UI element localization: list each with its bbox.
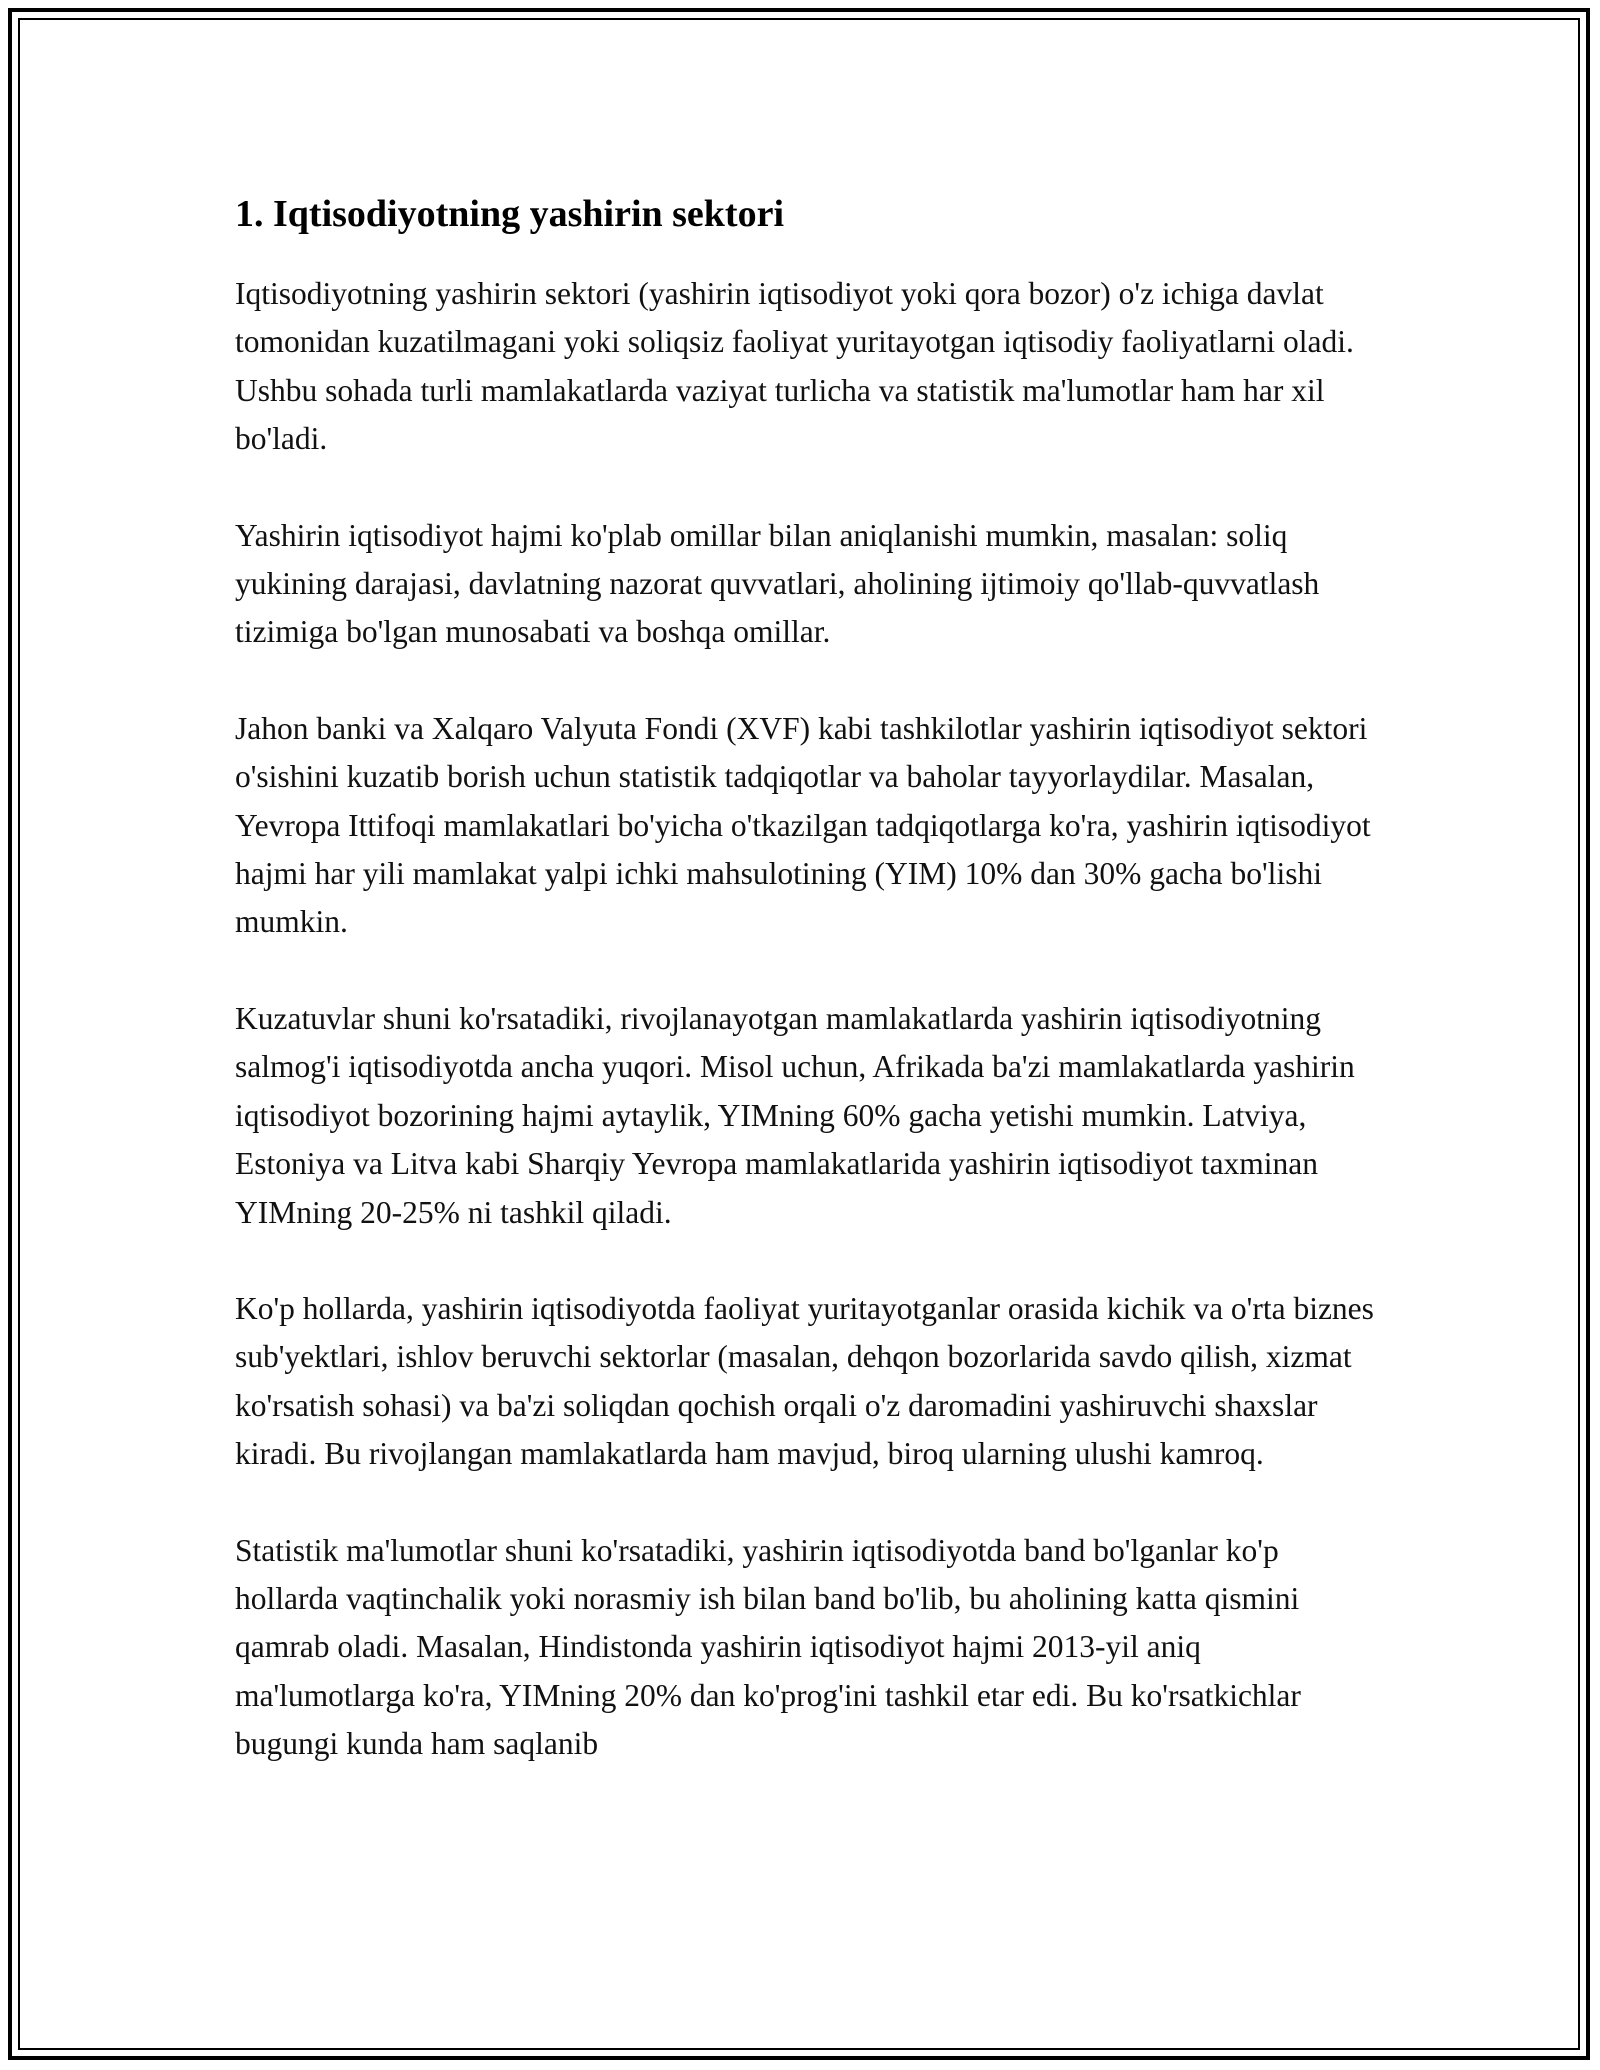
paragraph-2: Yashirin iqtisodiyot hajmi ko'plab omillar bilan aniqlanishi mumkin, masalan: soliq yukining darajasi, davlatning nazorat quvvatlari, aholining ijtimoiy qo'llab-quvvatlash tizimiga bo'lgan munosabati va boshqa omillar. (235, 517, 1320, 650)
paragraph-5: Ko'p hollarda, yashirin iqtisodiyotda faoliyat yuritayotganlar orasida kichik va o'rta biznes sub'yektlari, ishlov beruvchi sektorlar (masalan, dehqon bozorlarida savdo qilish, xizmat ko'rsatish sohasi) va ba'zi soliqdan qochish orqali o'z daromadini yashiruvchi shaxslar kiradi. Bu rivojlangan mamlakatlarda ham mavjud, biroq ularning ulushi kamroq. (235, 1290, 1374, 1472)
paragraph-1: Iqtisodiyotning yashirin sektori (yashirin iqtisodiyot yoki qora bozor) o'z ichiga davlat tomonidan kuzatilmagani yoki soliqsiz faoliyat yuritayotgan iqtisodiy faoliyatlarni oladi. Ushbu sohada turli mamlakatlarda vaziyat turlicha va statistik ma'lumotlar ham har xil bo'ladi. (235, 276, 1354, 457)
paragraph-6: Statistik ma'lumotlar shuni ko'rsatadiki, yashirin iqtisodiyotda band bo'lganlar ko'p hollarda vaqtinchalik yoki norasmiy ish bilan band bo'lib, bu aholining katta qismini qamrab oladi. Masalan, Hindistonda yashirin iqtisodiyot hajmi 2013-yil aniq ma'lumotlarga ko'ra, YIMning 20% dan ko'prog'ini tashkil etar edi. Bu ko'rsatkichlar bugungi kunda ham saqlanib (235, 1532, 1301, 1762)
section-heading: 1. Iqtisodiyotning yashirin sektori (235, 193, 784, 235)
paragraph-4: Kuzatuvlar shuni ko'rsatadiki, rivojlanayotgan mamlakatlarda yashirin iqtisodiyotning salmog'i iqtisodiyotda ancha yuqori. Misol uchun, Afrikada ba'zi mamlakatlarda yashirin iqtisodiyot bozorining hajmi aytaylik, YIMning 60% gacha yetishi mumkin. Latviya, Estoniya va Litva kabi Sharqiy Yevropa mamlakatlarida yashirin iqtisodiyot taxminan YIMning 20-25% ni tashkil qiladi. (235, 1000, 1355, 1230)
document-body (235, 184, 1385, 1817)
paragraph-3: Jahon banki va Xalqaro Valyuta Fondi (XVF) kabi tashkilotlar yashirin iqtisodiyot sektori o'sishini kuzatib borish uchun statistik tadqiqotlar va baholar tayyorlaydilar. Masalan, Yevropa Ittifoqi mamlakatlari bo'yicha o'tkazilgan tadqiqotlarga ko'ra, yashirin iqtisodiyot hajmi har yili mamlakat yalpi ichki mahsulotining (YIM) 10% dan 30% gacha bo'lishi mumkin. (235, 710, 1371, 940)
